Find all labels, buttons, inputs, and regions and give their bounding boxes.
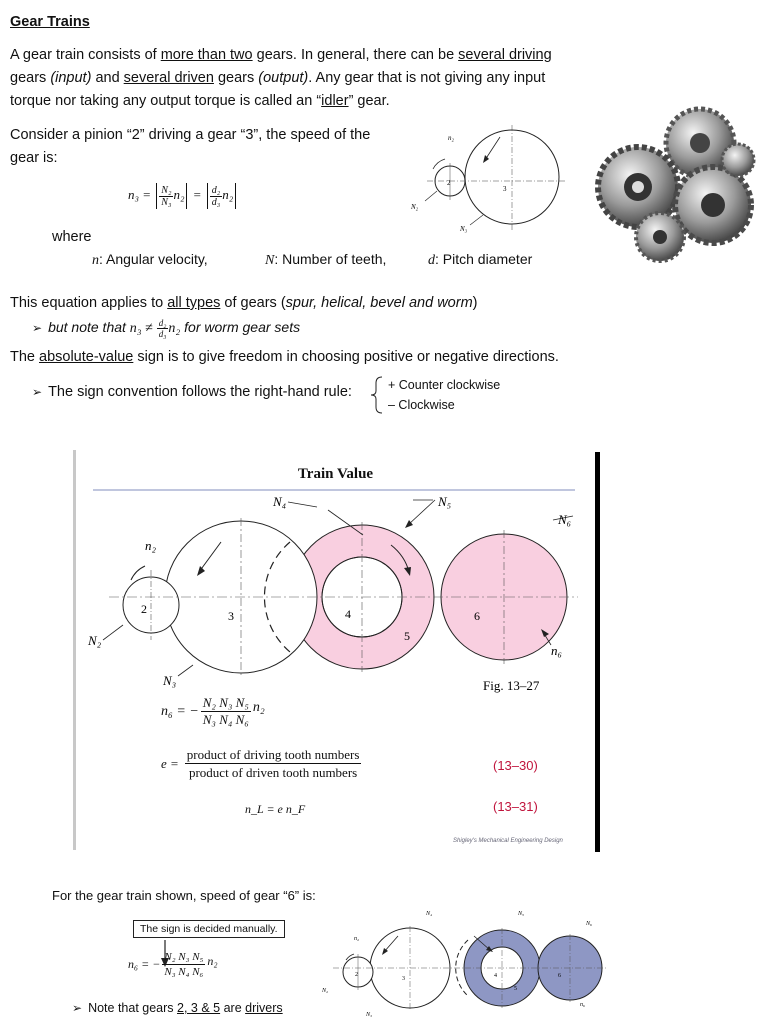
sign-options: + Counter clockwise – Clockwise: [388, 378, 501, 412]
svg-text:3: 3: [228, 609, 234, 623]
drivers-note: ➢ Note that gears 2, 3 & 5 are drivers: [72, 1001, 283, 1015]
equation-ref-1330: (13–30): [493, 758, 538, 773]
intro-line-3: torque nor taking any output torque is called an “idler” gear.: [10, 93, 390, 109]
where-definitions: n: Angular velocity,: [92, 251, 208, 268]
svg-text:5: 5: [404, 629, 410, 643]
intro-line-2: gears (input) and several driven gears (output). Any gear that is not giving any input: [10, 70, 546, 86]
svg-text:6: 6: [558, 973, 561, 979]
worm-note: ➢ but note that n₃ ≠ $\frac{\text{d₂}}{\text{d₃}}$ n₂ for worm gear sets: [32, 318, 301, 339]
applies-text: This equation applies to all types of gears (spur, helical, bevel and worm): [10, 295, 478, 311]
n2-label: n₂: [145, 538, 157, 553]
arrow-bullet-icon: ➢: [32, 385, 43, 399]
svg-text:2: 2: [141, 602, 147, 616]
nl-equation: n_L = e n_F: [245, 802, 306, 816]
page-title: Gear Trains: [10, 14, 90, 30]
bottom-equation: n₆ = − $\frac{\text{N₂ N₃ N₅}}{\text{N₃ N₄ N₆}}$ n₂: [128, 951, 218, 978]
speed-equation: n₃ = $\frac{\text{N₂}}{\text{N₃}}$ n₂ = $\frac{\text{d₂}}{\text{d₃}}$ n₂: [128, 183, 238, 209]
N4-label: N₄: [273, 494, 287, 509]
svg-text:N₃: N₃: [460, 225, 468, 233]
intro-line-1: A gear train consists of more than two gears. In general, there can be several driving: [10, 47, 552, 63]
svg-text:N₂: N₂: [411, 203, 419, 211]
n2-label: n₂: [448, 134, 454, 142]
gear6-speed-text: For the gear train shown, speed of gear “6” is:: [52, 888, 316, 903]
consider-paragraph: Consider a pinion “2” driving a gear “3”, the speed of the gear is:: [10, 127, 371, 166]
svg-text:n₂: n₂: [354, 936, 360, 942]
svg-text:3: 3: [503, 185, 507, 193]
svg-text:5: 5: [514, 986, 517, 992]
N2-label: N₂: [88, 633, 102, 648]
drivers-gear-diagram: [318, 902, 614, 1022]
svg-text:2: 2: [447, 179, 451, 187]
svg-text:N₃: N₃: [366, 1012, 373, 1018]
svg-text:2: 2: [355, 972, 358, 978]
equation-ref-1331: (13–31): [493, 799, 538, 814]
svg-text:N₂: N₂: [322, 988, 329, 994]
N3-label: N₃: [163, 673, 177, 688]
figure-number: Fig. 13–27: [483, 678, 540, 693]
svg-text:N₆: N₆: [586, 921, 593, 927]
train-equation: n₆ = − $\frac{\text{N₂ N₃ N₅}}{\text{N₃ N₄ N₆}}$ n₂: [161, 695, 265, 727]
credit-text: Shigley's Mechanical Engineering Design: [453, 838, 563, 844]
svg-text:n₆: n₆: [580, 1002, 586, 1008]
svg-text:N₄: N₄: [426, 911, 433, 917]
pinion-gear-diagram: [405, 125, 575, 235]
arrow-bullet-icon: ➢: [72, 1001, 83, 1015]
sign-convention: ➢ The sign convention follows the right-hand rule:: [32, 384, 352, 400]
N5-label: N₅: [438, 494, 452, 509]
train-value-figure: [73, 450, 598, 850]
sign-decided-box: The sign is decided manually.: [133, 920, 285, 938]
brace-icon: [368, 375, 386, 415]
n6-label: n₆: [551, 643, 563, 658]
svg-text:N₅: N₅: [518, 911, 525, 917]
gear-train-diagram: [73, 450, 598, 850]
intro-paragraph: [10, 44, 570, 113]
arrow-bullet-icon: ➢: [32, 321, 43, 336]
gears-photo: [588, 105, 760, 263]
absolute-value-text: The absolute-value sign is to give freedom in choosing positive or negative directions.: [10, 349, 559, 365]
train-value-equation: e = $\frac{\text{product of driving tooth numbers}}{\text{product of driven tooth numbers}}$: [161, 747, 360, 780]
svg-text:6: 6: [474, 609, 480, 623]
svg-text:3: 3: [402, 976, 405, 982]
svg-text:4: 4: [345, 607, 351, 621]
where-label: where: [52, 229, 92, 245]
N6-label: N₆: [558, 512, 572, 527]
svg-text:4: 4: [494, 973, 497, 979]
figure-title: Train Value: [297, 466, 374, 482]
